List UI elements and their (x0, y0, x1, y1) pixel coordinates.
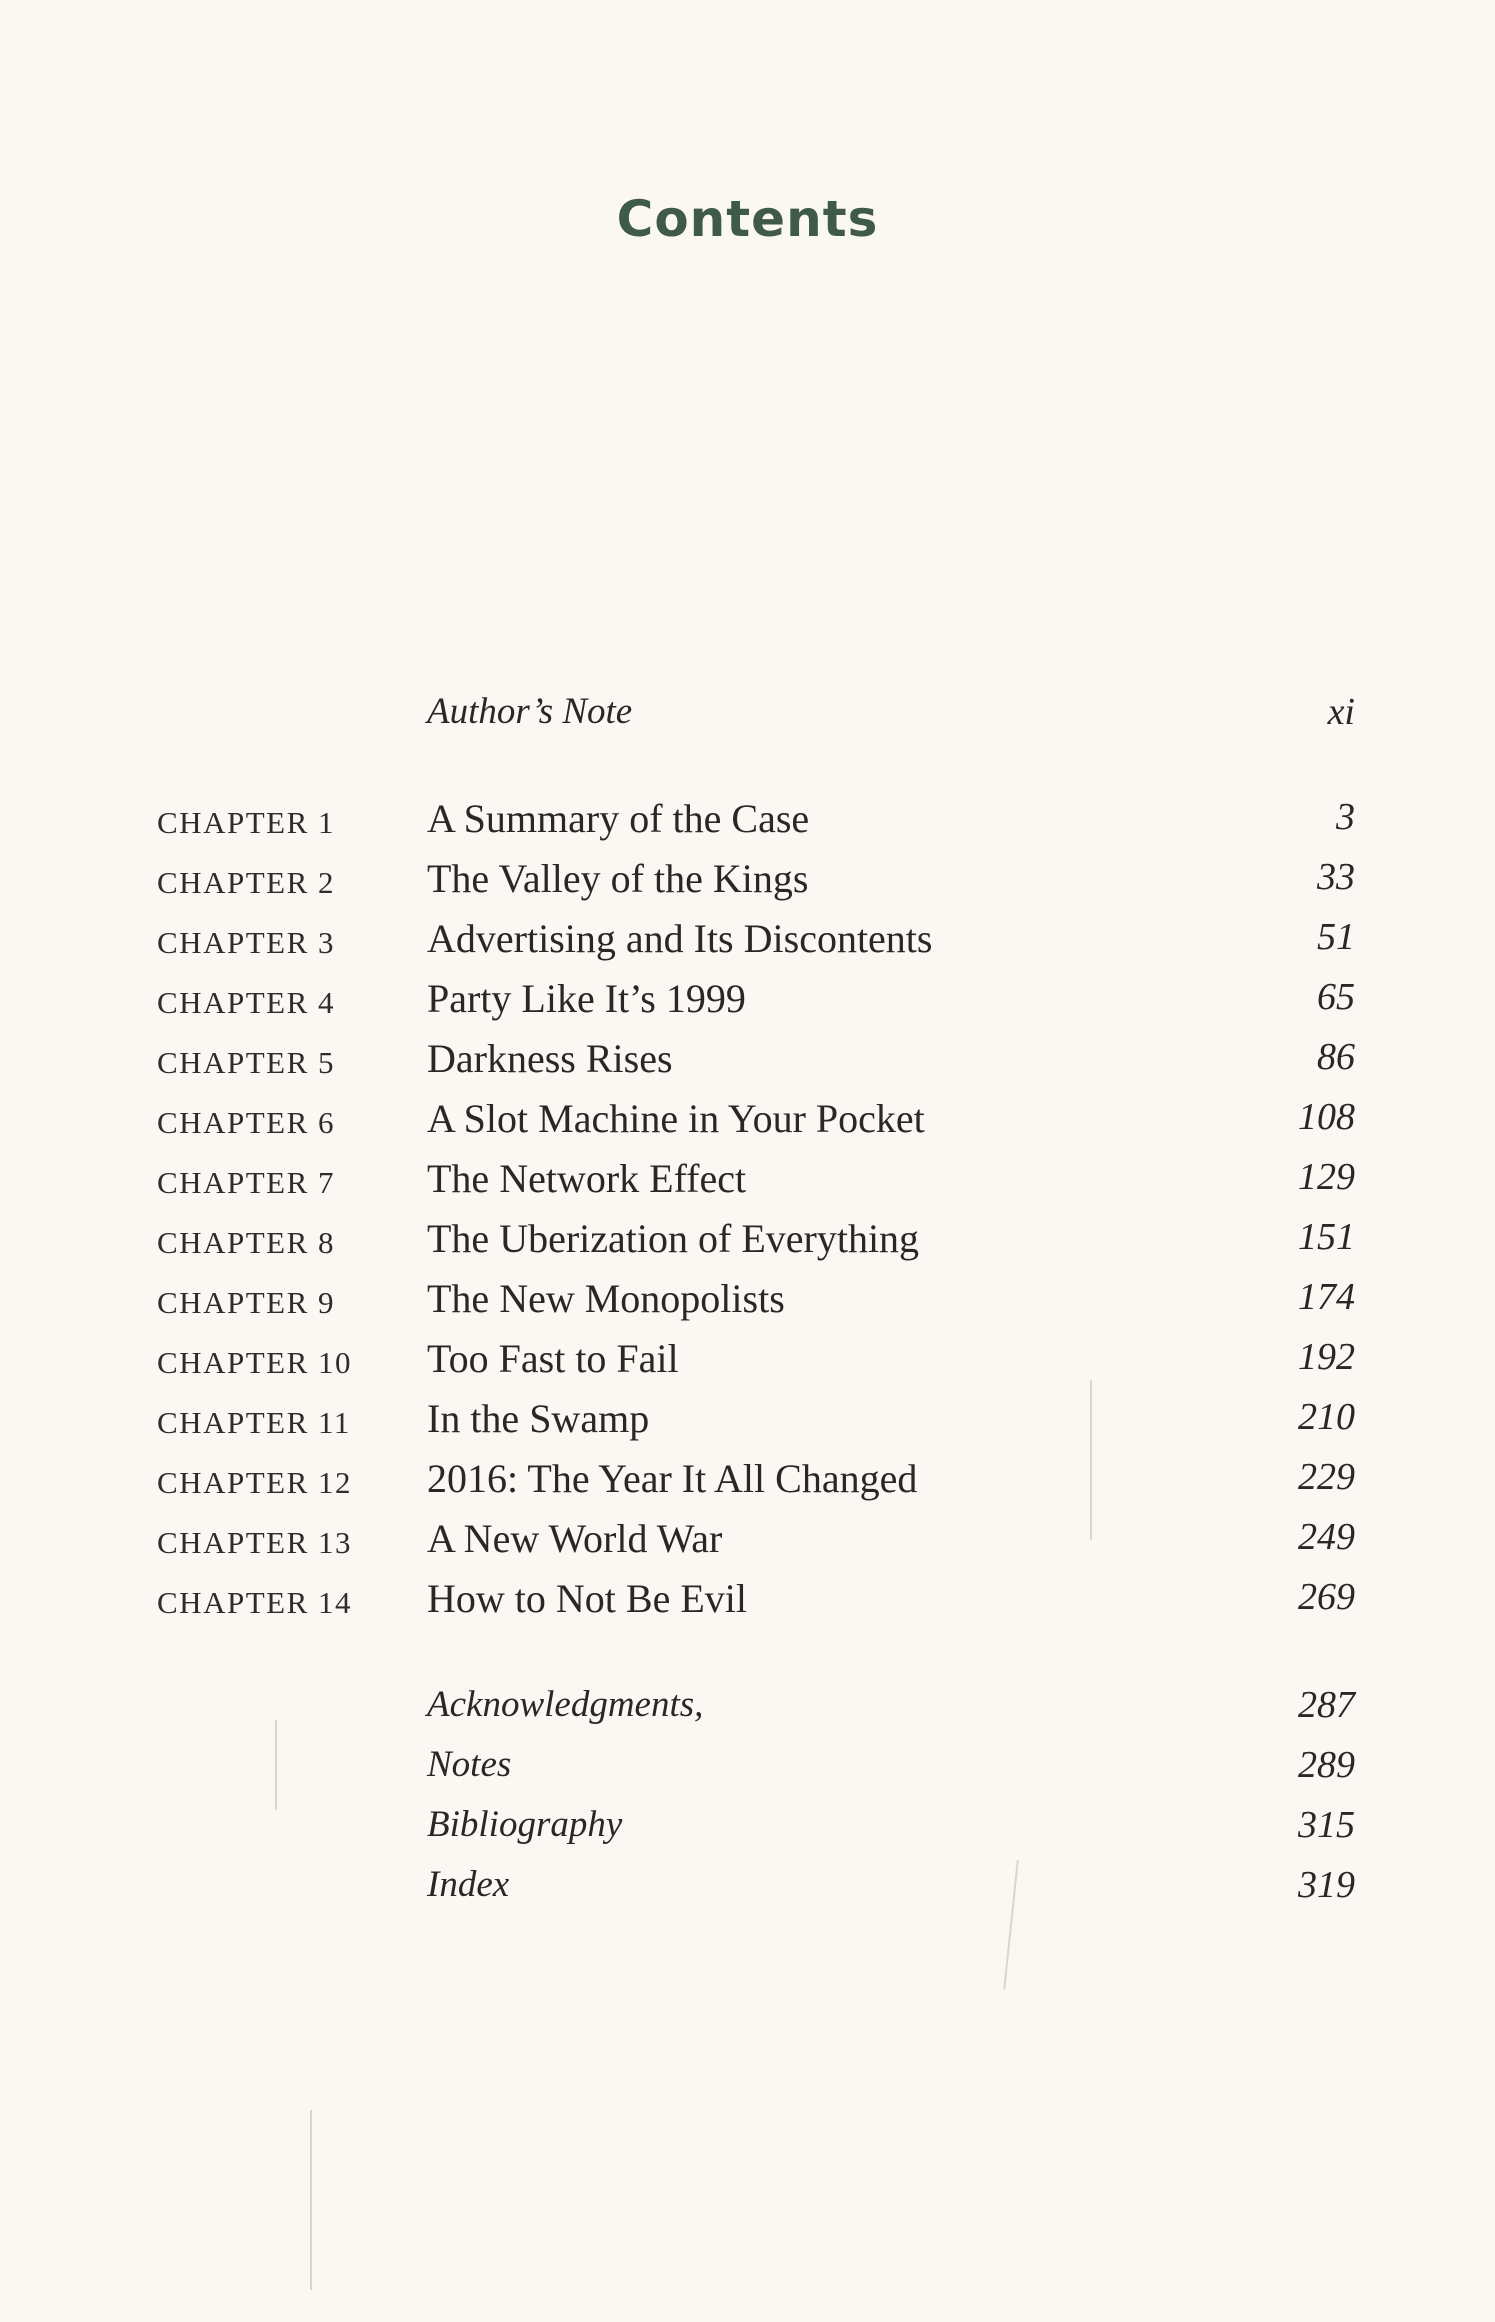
chapter-label: CHAPTER 8 (157, 1225, 335, 1260)
chapter-title: A Summary of the Case (427, 796, 810, 841)
chapter-title: Too Fast to Fail (427, 1336, 679, 1381)
chapter-page: 229 (1298, 1456, 1355, 1498)
chapter-label: CHAPTER 11 (157, 1405, 351, 1440)
chapter-title: A New World War (427, 1516, 723, 1561)
toc-entry-title: Index (427, 1864, 510, 1905)
toc-chapter-2 (0, 855, 1495, 915)
toc-entry-page: 315 (1298, 1804, 1355, 1846)
toc-chapter-7 (0, 1155, 1495, 1215)
chapter-title: In the Swamp (427, 1396, 650, 1441)
chapter-page: 65 (1317, 976, 1355, 1018)
chapter-label: CHAPTER 3 (157, 925, 335, 960)
chapter-label: CHAPTER 12 (157, 1465, 352, 1500)
toc-entry-front-0 (0, 690, 1495, 750)
chapter-label: CHAPTER 5 (157, 1045, 335, 1080)
chapter-title: The New Monopolists (427, 1276, 785, 1321)
chapter-label: CHAPTER 1 (157, 805, 335, 840)
toc-entry-back-1 (0, 1743, 1495, 1803)
chapter-title: The Network Effect (427, 1156, 747, 1201)
toc-chapter-8 (0, 1215, 1495, 1275)
chapter-title: The Uberization of Everything (427, 1216, 920, 1261)
toc-entry-title: Acknowledgments, (427, 1684, 704, 1725)
chapter-page: 249 (1298, 1516, 1355, 1558)
chapter-page: 174 (1298, 1276, 1355, 1318)
chapter-title: Advertising and Its Discontents (427, 916, 933, 961)
chapter-label: CHAPTER 10 (157, 1345, 352, 1380)
chapter-title: How to Not Be Evil (427, 1576, 747, 1621)
toc-chapter-9 (0, 1275, 1495, 1335)
chapter-page: 151 (1298, 1216, 1355, 1258)
toc-chapter-11 (0, 1395, 1495, 1455)
toc-entry-title: Bibliography (427, 1804, 623, 1845)
toc-entry-back-2 (0, 1803, 1495, 1863)
chapter-page: 129 (1298, 1156, 1355, 1198)
chapter-label: CHAPTER 14 (157, 1585, 352, 1620)
chapter-title: A Slot Machine in Your Pocket (427, 1096, 925, 1141)
toc-chapter-10 (0, 1335, 1495, 1395)
chapter-page: 3 (1336, 796, 1355, 838)
toc-entry-page: 287 (1298, 1684, 1355, 1726)
toc-entry-page: 289 (1298, 1744, 1355, 1786)
chapter-page: 33 (1317, 856, 1355, 898)
toc-chapter-12 (0, 1455, 1495, 1515)
toc-entry-back-0 (0, 1683, 1495, 1743)
toc-chapter-3 (0, 915, 1495, 975)
chapter-label: CHAPTER 7 (157, 1165, 335, 1200)
toc-chapter-14 (0, 1575, 1495, 1635)
toc-entry-back-3 (0, 1863, 1495, 1923)
chapter-label: CHAPTER 13 (157, 1525, 352, 1560)
chapter-page: 108 (1298, 1096, 1355, 1138)
toc-entry-page: xi (1327, 691, 1355, 733)
toc-chapter-4 (0, 975, 1495, 1035)
chapter-title: Party Like It’s 1999 (427, 976, 746, 1021)
scan-mark (310, 2110, 312, 2290)
toc-chapter-1 (0, 795, 1495, 855)
chapter-page: 51 (1317, 916, 1355, 958)
chapter-page: 192 (1298, 1336, 1355, 1378)
toc-chapter-5 (0, 1035, 1495, 1095)
chapter-label: CHAPTER 4 (157, 985, 335, 1020)
chapter-title: 2016: The Year It All Changed (427, 1456, 918, 1501)
toc-chapter-13 (0, 1515, 1495, 1575)
toc-entry-title: Notes (427, 1744, 512, 1785)
chapter-page: 210 (1298, 1396, 1355, 1438)
page-title: Contents (616, 190, 879, 248)
toc-chapter-6 (0, 1095, 1495, 1155)
chapter-page: 86 (1317, 1036, 1355, 1078)
chapter-label: CHAPTER 9 (157, 1285, 335, 1320)
chapter-page: 269 (1298, 1576, 1355, 1618)
chapter-label: CHAPTER 6 (157, 1105, 335, 1140)
chapter-label: CHAPTER 2 (157, 865, 335, 900)
chapter-title: Darkness Rises (427, 1036, 673, 1081)
chapter-title: The Valley of the Kings (427, 856, 809, 901)
toc-entry-title: Author’s Note (427, 691, 633, 732)
toc-entry-page: 319 (1298, 1864, 1355, 1906)
